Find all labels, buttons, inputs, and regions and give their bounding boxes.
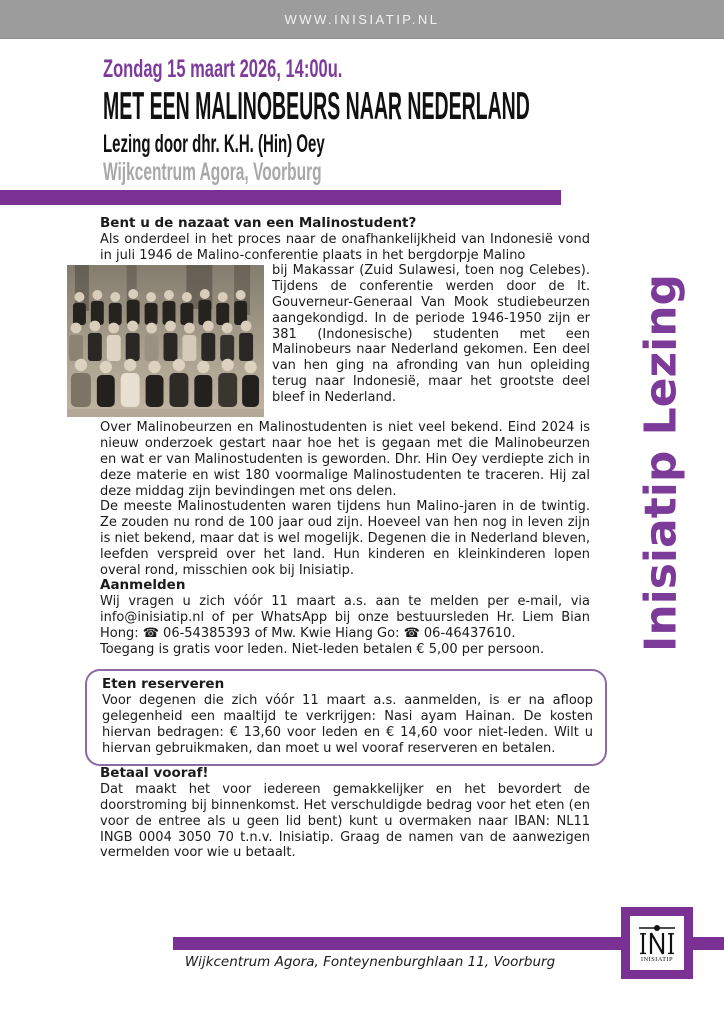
footer-address: Wijkcentrum Agora, Fonteynenburghlaan 11, Voorburg [184,954,556,970]
eten-heading: Eten reserveren [102,676,225,693]
eten-paragraph: Voor degenen die zich vóór 11 maart a.s. aanmelden, is er na afloop gelegenheid een maaltijd te verkrijgen: Nasi ayam Hainan. De kosten hiervan bedragen: € 13,60 voor leden en € 14,60 voor niet-leden. Wilt u hiervan gebruikmaken, dan moet u wel vooraf reserveren en betalen. [102,693,593,756]
betaal-heading: Betaal vooraf! [100,765,209,782]
flyer-header [103,54,724,186]
header-divider-bar [0,190,561,205]
group-photo [67,265,264,417]
event-subtitle: Lezing door dhr. K.H. (Hin) Oey [103,130,325,158]
betaal-paragraph: Dat maakt het voor iedereen gemakkelijker en het bevordert de doorstroming bij binnenkomst. Het verschuldigde bedrag voor het eten (en voor de entree als u geen lid bent) kunt u overmaken naar IBAN: NL11 INGB 0004 3050 70 t.n.v. Inisiatip. Graag de namen van de aanwezigen vermelden voor wie u betaalt. [100,782,590,861]
ini-logo-mark-icon [635,923,679,957]
event-venue: Wijkcentrum Agora, Voorburg [103,158,322,186]
event-date-time: Zondag 15 maart 2026, 14:00u. [103,55,343,83]
intro-paragraph-2: bij Makassar (Zuid Sulawesi, toen nog Celebes). Tijdens de conferentie werden door de lt. Gouverneur-Generaal Van Mook studiebeurzen aangekondigd. In de periode 1946-1950 zijn er 381 (Indonesische) studenten met een Malinobeurs naar Nederland gekomen. Een deel van hen ging na afronding van hun opleiding terug naar Indonesië, maar het grootste deel bleef in Nederland. [272,263,590,405]
toegang-paragraph: Toegang is gratis voor leden. Niet-leden betalen € 5,00 per persoon. [100,641,545,657]
logo-caption: INISIATIP [640,956,674,963]
photo-text-wrap [100,263,590,420]
aanmelden-paragraph: Wij vragen u zich vóór 11 maart a.s. aan te melden per e-mail, via info@inisiatip.nl of per WhatsApp bij onze bestuursleden Hr. Liem Bian Hong: ☎ 06-54385393 of Mw. Kwie Hiang Go: ☎ 06-46437610. [100,594,590,641]
aanmelden-heading: Aanmelden [100,577,186,594]
event-title: MET EEN MALINOBEURS NAAR NEDERLAND [103,85,530,128]
eten-reserveren-box [85,669,607,766]
site-url-text: WWW.INISIATIP.NL [284,11,440,27]
flyer-body [100,215,593,861]
intro-heading: Bent u de nazaat van een Malinostudent? [100,215,417,231]
intro-paragraph-1: Als onderdeel in het proces naar de onafhankelijkheid van Indonesië vond in juli 1946 de Malino-conferentie plaats in het bergdorpje Malino [100,231,590,263]
site-url-bar [0,0,724,39]
side-label-inisiatip-lezing: Inisiatip Lezing [635,273,687,653]
intro-paragraph-3: Over Malinobeurzen en Malinostudenten is niet veel bekend. Eind 2024 is nieuw onderzoek gestart naar hoe het is gegaan met die Malinobeurzen en wat er van Malinostudenten is geworden. Dhr. Hin Oey verdiepte zich in deze materie en wist 180 voormalige Malinostudenten te traceren. Hij zal deze middag zijn bevindingen met ons delen. [100,420,590,499]
intro-paragraph-4: De meeste Malinostudenten waren tijdens hun Malino-jaren in de twintig. Ze zouden nu rond de 100 jaar oud zijn. Hoeveel van hen nog in leven zijn is niet bekend, maar dat is wel mogelijk. Degenen die in Nederland bleven, leefden verspreid over het land. Hun kinderen en kleinkinderen lopen overal rond, misschien ook bij Inisiatip. [100,499,590,578]
